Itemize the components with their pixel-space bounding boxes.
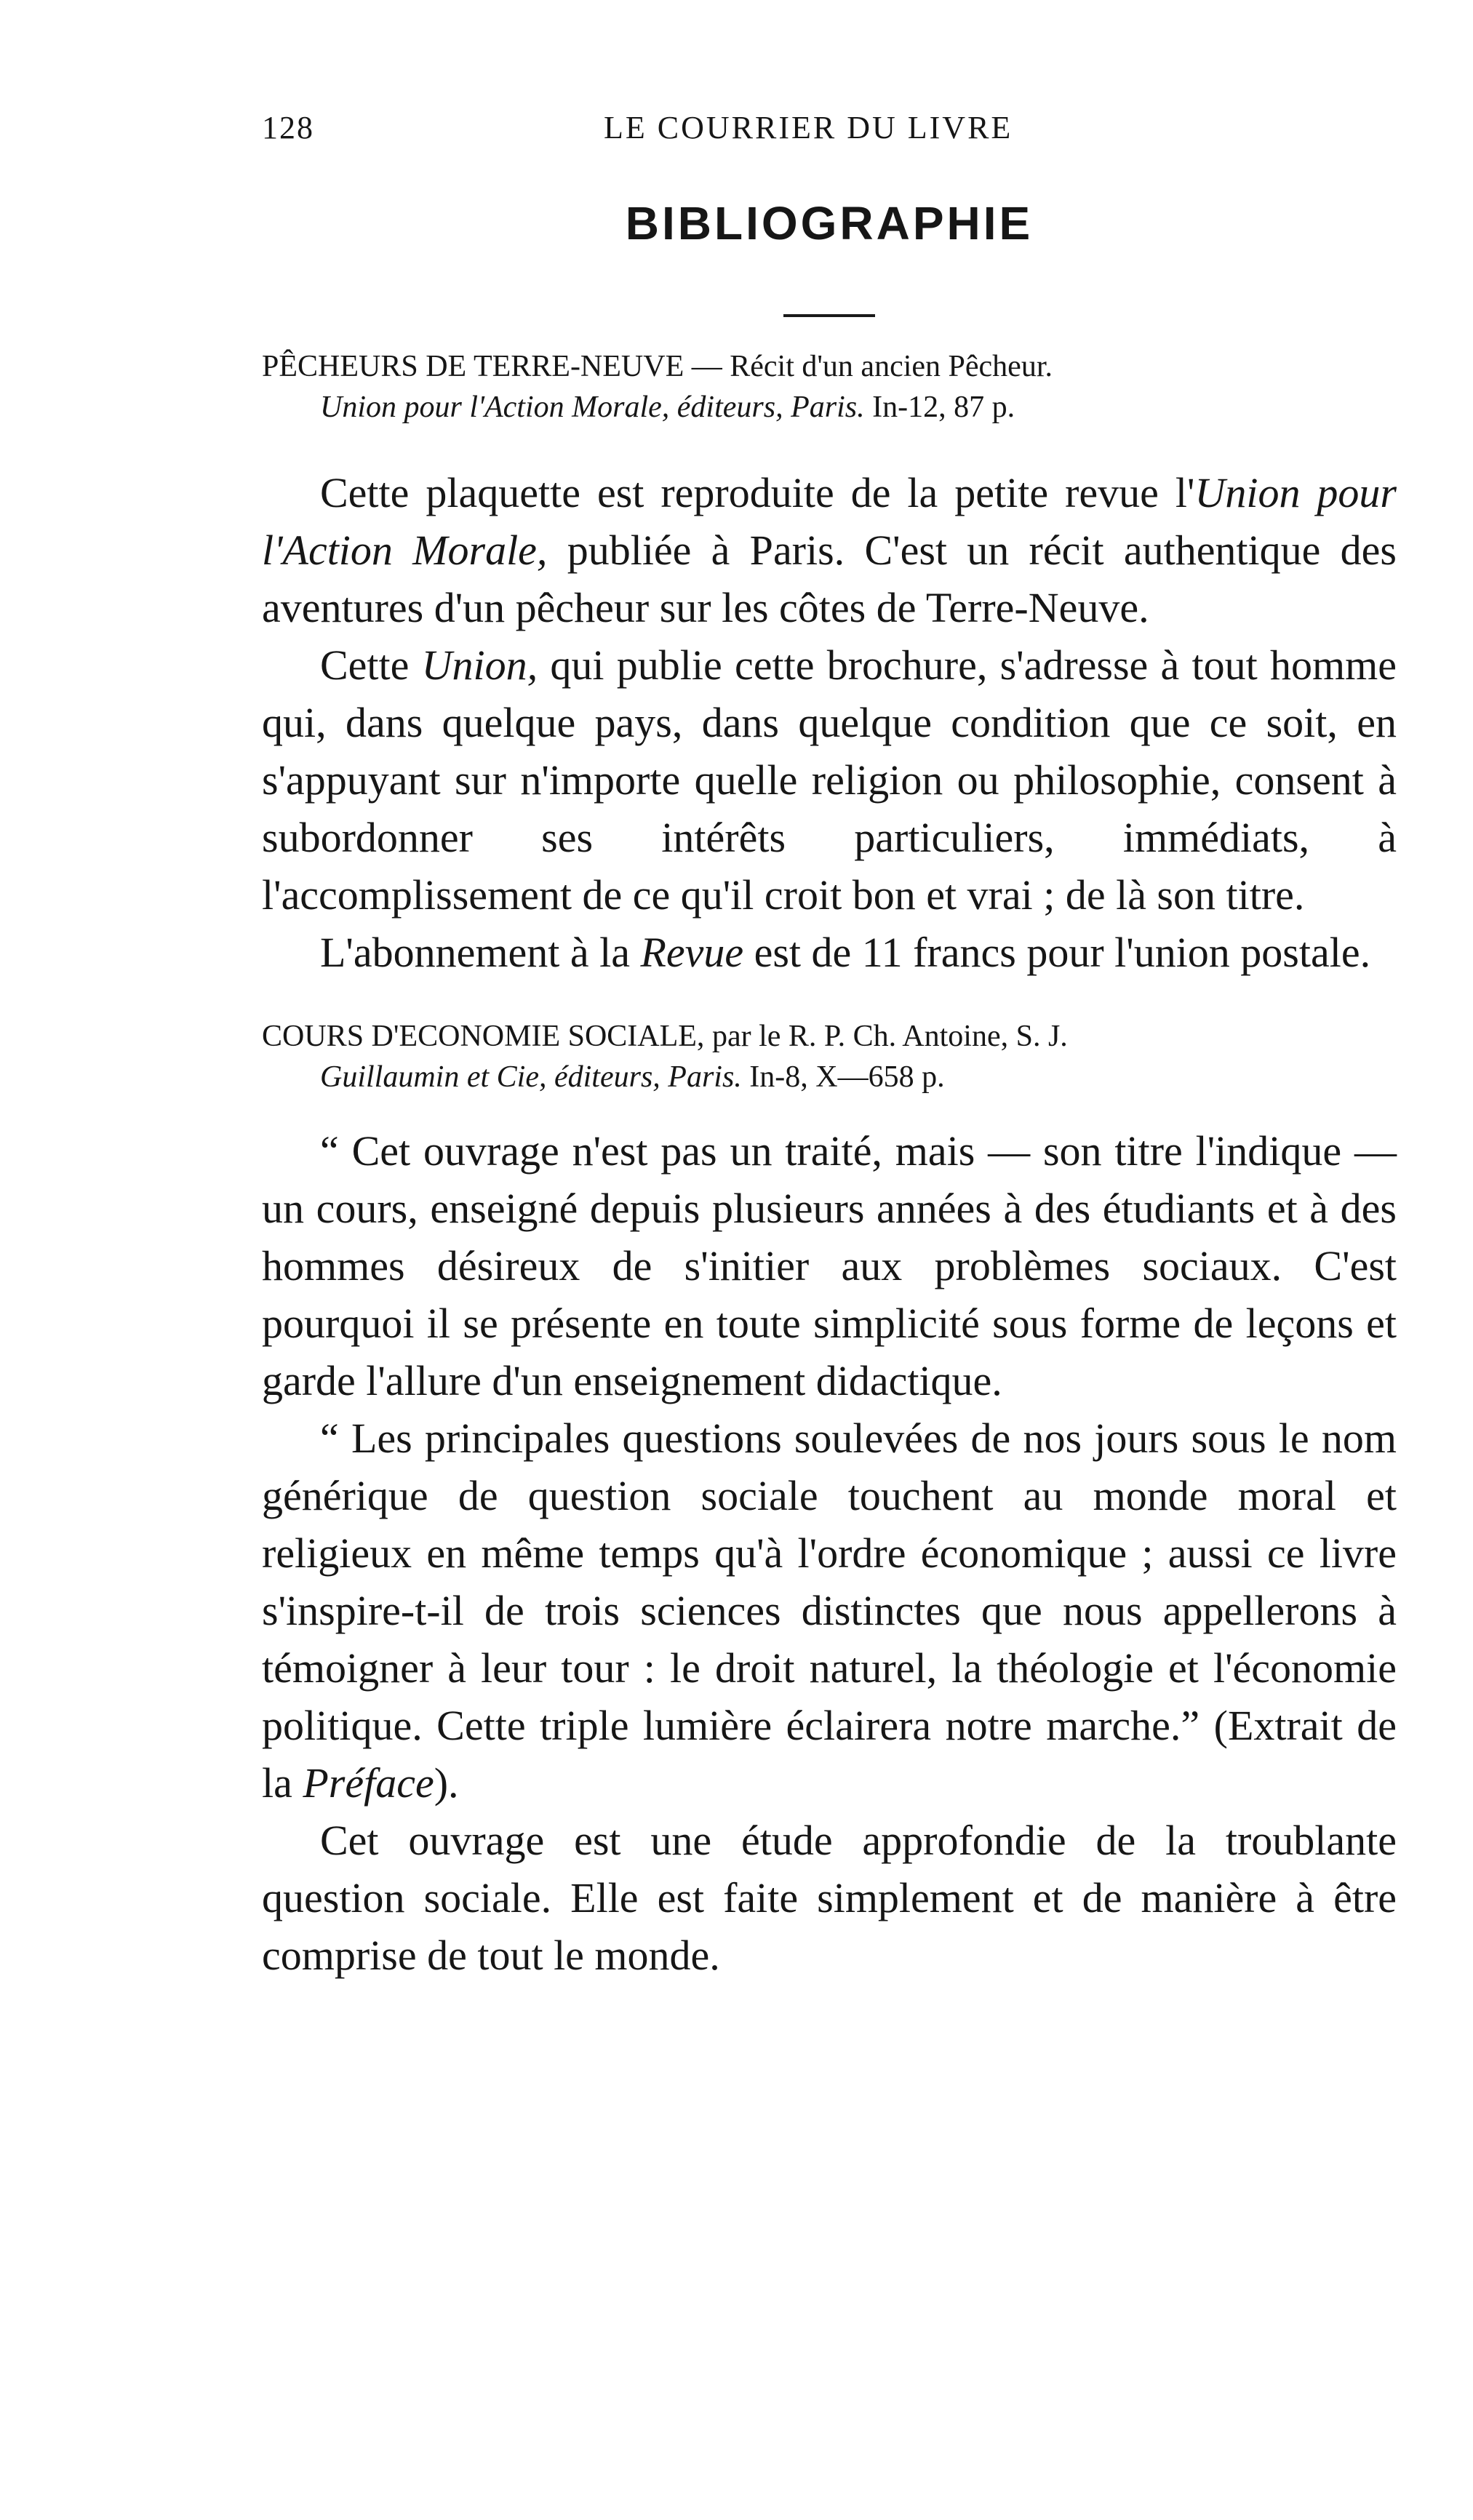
entry-paragraph: Cette Union, qui publie cette brochure, s'adresse à tout homme qui, dans quelque pays, dans quelque condition que ce soit, en s'appuyant sur n'importe quelle religion ou philosophie, consent à subordonner ses intérêts particuliers, immédiats, à l'accomplissement de ce qu'il croit bon et vrai ; de là son titre. bbox=[262, 641, 1397, 919]
title-rule bbox=[783, 314, 875, 317]
entry-dash: — bbox=[684, 350, 730, 383]
entry-format: In-12, 87 p. bbox=[864, 391, 1015, 424]
running-head bbox=[262, 109, 1397, 175]
entry-paragraph: L'abonnement à la Revue est de 11 francs pour l'union postale. bbox=[320, 929, 1371, 976]
entry-title: COURS D'ECONOMIE SOCIALE, bbox=[262, 1020, 705, 1053]
entry-format: In-8, X—658 p. bbox=[741, 1060, 945, 1094]
entry-heading bbox=[262, 1016, 1397, 1097]
book-page bbox=[262, 109, 1397, 1984]
entry-paragraph: “ Cet ouvrage n'est pas un traité, mais — son titre l'indique — un cours, enseigné depuis plusieurs années à des étudiants et à des hommes désireux de s'initier aux problèmes sociaux. C'est pourquoi il se présente en toute simplicité sous forme de leçons et garde l'allure d'un enseignement didactique. bbox=[262, 1127, 1397, 1404]
running-title: LE COURRIER DU LIVRE bbox=[604, 110, 1013, 145]
bibliography-entry bbox=[262, 1016, 1397, 1984]
bibliography-entry bbox=[262, 346, 1397, 981]
section-title: BIBLIOGRAPHIE bbox=[625, 197, 1034, 249]
entry-subtitle: Récit d'un ancien Pêcheur. bbox=[730, 350, 1053, 383]
entry-subtitle: par le R. P. Ch. Antoine, S. J. bbox=[711, 1020, 1068, 1053]
entry-paragraph: Cet ouvrage est une étude approfondie de la troublante question sociale. Elle est faite simplement et de manière à être comprise de tout le monde. bbox=[262, 1817, 1397, 1979]
entry-dash bbox=[704, 1020, 712, 1053]
entry-heading bbox=[262, 346, 1397, 428]
entry-paragraph: Cette plaquette est reproduite de la petite revue l'Union pour l'Action Morale, publiée à Paris. C'est un récit authentique des aventures d'un pêcheur sur les côtes de Terre-Neuve. bbox=[262, 469, 1397, 631]
page-number: 128 bbox=[262, 110, 314, 145]
entry-publisher: Union pour l'Action Morale, éditeurs, Paris. bbox=[320, 391, 865, 424]
entry-title: PÊCHEURS DE TERRE-NEUVE bbox=[262, 350, 684, 383]
entry-paragraph: “ Les principales questions soulevées de nos jours sous le nom générique de question sociale touchent au monde moral et religieux en même temps qu'à l'ordre économique ; aussi ce livre s'inspire-t-il de trois sciences distinctes que nous appellerons à témoigner à leur tour : le droit naturel, la théologie et l'économie politique. Cette triple lumière éclairera notre marche.” (Extrait de la Préface). bbox=[262, 1415, 1397, 1807]
entry-publisher: Guillaumin et Cie, éditeurs, Paris. bbox=[320, 1060, 742, 1094]
